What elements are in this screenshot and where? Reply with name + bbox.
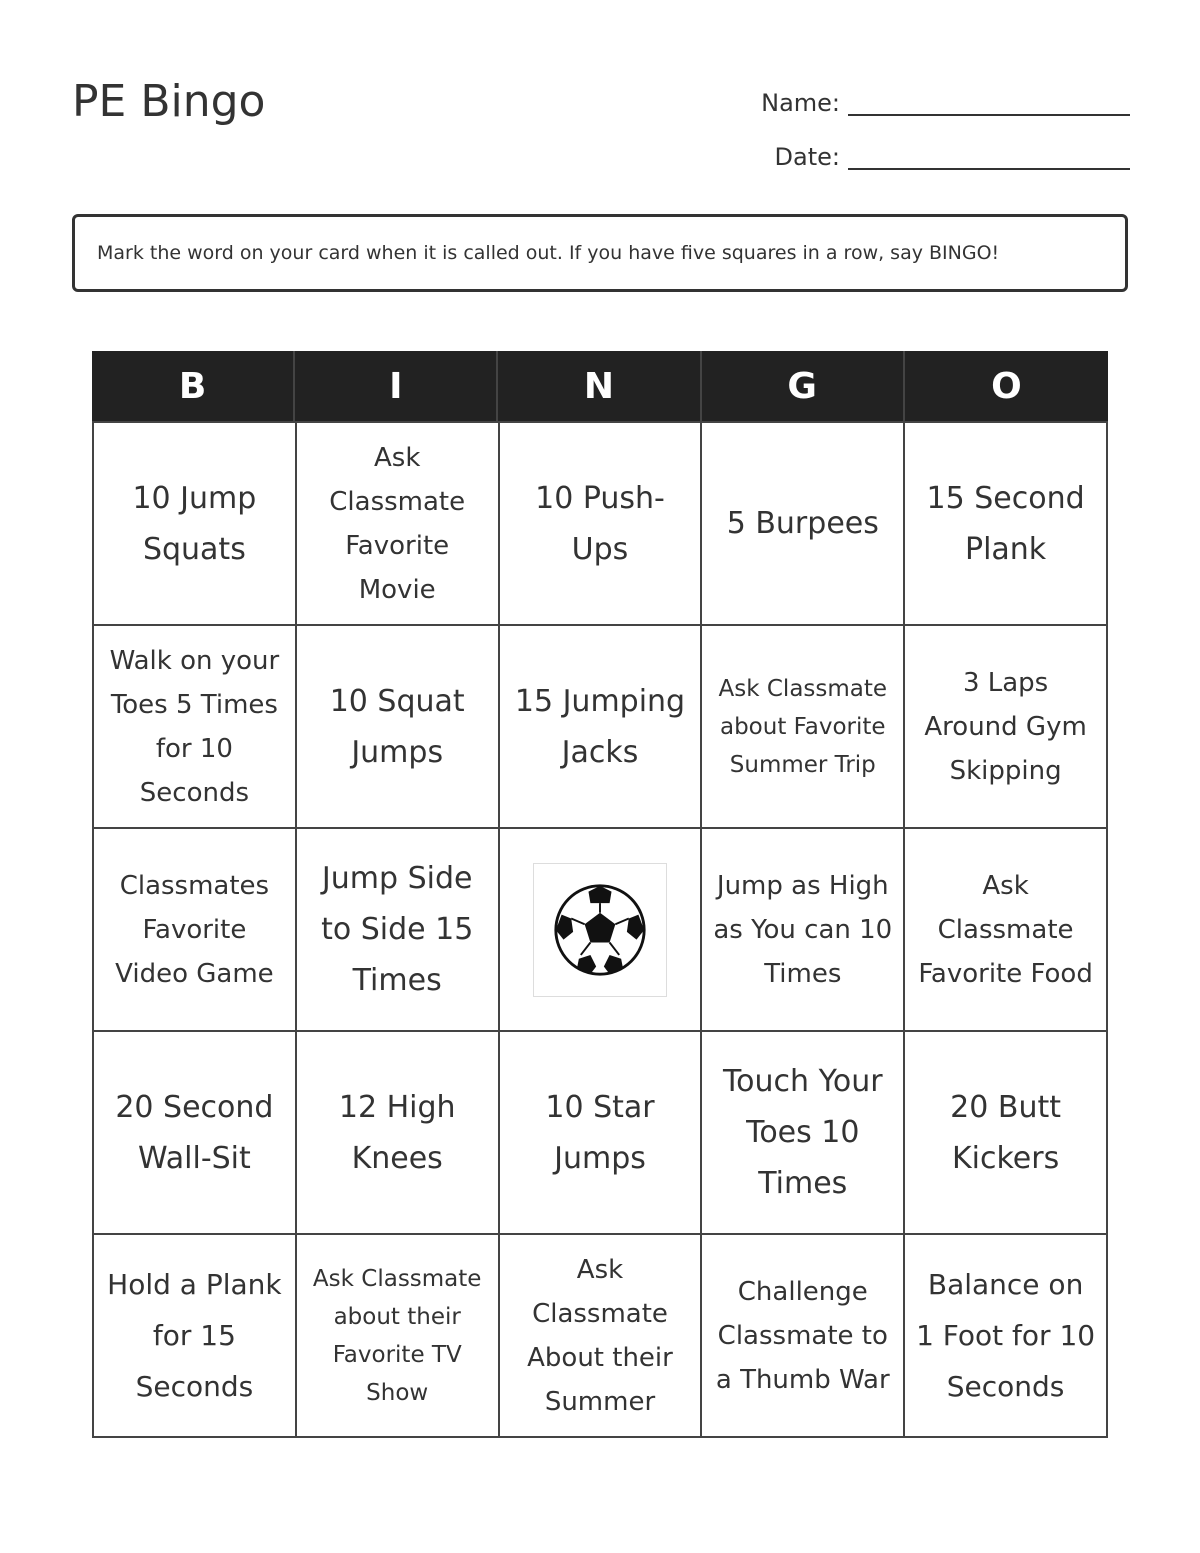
square-text: 15 Jumping Jacks	[514, 683, 686, 770]
name-field[interactable]	[700, 78, 1130, 118]
bingo-square[interactable]	[94, 1032, 297, 1235]
page-title: PE Bingo	[72, 76, 266, 127]
square-text: Balance on 1 Foot for 10 Seconds	[916, 1268, 1096, 1403]
date-line[interactable]	[848, 140, 1130, 170]
square-text: 10 Star Jumps	[545, 1089, 655, 1176]
bingo-square[interactable]	[905, 423, 1108, 626]
square-text: 3 Laps Around Gym Skipping	[924, 667, 1087, 786]
column-header-g: G	[702, 351, 905, 421]
bingo-square[interactable]	[94, 423, 297, 626]
square-text: Jump Side to Side 15 Times	[321, 861, 474, 998]
free-space-frame	[533, 863, 667, 997]
bingo-square[interactable]	[94, 829, 297, 1032]
bingo-square[interactable]	[905, 829, 1108, 1032]
bingo-square[interactable]	[702, 423, 905, 626]
square-text: Ask Classmate about their Favorite TV Show	[312, 1265, 482, 1406]
bingo-square[interactable]	[94, 1235, 297, 1438]
square-text: 20 Second Wall-Sit	[115, 1089, 274, 1176]
square-text: 10 Push-Ups	[535, 480, 665, 567]
bingo-square[interactable]	[297, 626, 500, 829]
square-text: 5 Burpees	[726, 506, 879, 541]
square-text: Touch Your Toes 10 Times	[722, 1064, 883, 1201]
square-text: 10 Squat Jumps	[329, 683, 465, 770]
bingo-square[interactable]	[905, 1032, 1108, 1235]
bingo-square[interactable]	[702, 1235, 905, 1438]
column-header-i: I	[295, 351, 498, 421]
bingo-square[interactable]	[500, 626, 703, 829]
bingo-header-row	[92, 351, 1108, 421]
square-text: 10 Jump Squats	[132, 480, 257, 567]
square-text: 20 Butt Kickers	[950, 1089, 1062, 1176]
square-text: Challenge Classmate to a Thumb War	[715, 1276, 890, 1395]
column-header-b: B	[92, 351, 295, 421]
square-text: 15 Second Plank	[926, 480, 1085, 567]
bingo-square[interactable]	[297, 829, 500, 1032]
bingo-square[interactable]	[500, 1032, 703, 1235]
name-line[interactable]	[848, 86, 1130, 116]
square-text: Ask Classmate Favorite Movie	[329, 442, 466, 605]
bingo-square[interactable]	[500, 1235, 703, 1438]
bingo-square[interactable]	[905, 1235, 1108, 1438]
square-text: Ask Classmate about Favorite Summer Trip	[718, 675, 888, 778]
column-header-o: O	[991, 365, 1022, 407]
bingo-square[interactable]	[94, 626, 297, 829]
square-text: Classmates Favorite Video Game	[115, 870, 274, 989]
bingo-card	[92, 351, 1108, 1438]
square-text: Hold a Plank for 15 Seconds	[107, 1268, 282, 1403]
instructions-box	[72, 214, 1128, 292]
bingo-square[interactable]	[297, 1235, 500, 1438]
square-text: Ask Classmate Favorite Food	[918, 870, 1093, 989]
square-text: Ask Classmate About their Summer	[527, 1254, 673, 1417]
soccer-ball-icon	[552, 882, 648, 978]
square-text: Walk on your Toes 5 Times for 10 Seconds	[109, 645, 280, 808]
square-text: Jump as High as You can 10 Times	[713, 870, 893, 989]
column-header-n: N	[498, 351, 701, 421]
bingo-square[interactable]	[905, 626, 1108, 829]
bingo-square[interactable]	[500, 423, 703, 626]
square-text: 12 High Knees	[338, 1089, 456, 1176]
bingo-square[interactable]	[702, 829, 905, 1032]
bingo-square[interactable]	[702, 1032, 905, 1235]
free-space[interactable]	[500, 829, 703, 1032]
bingo-square[interactable]	[297, 1032, 500, 1235]
bingo-square[interactable]	[297, 423, 500, 626]
date-label: Date:	[774, 143, 840, 171]
bingo-grid	[92, 421, 1108, 1438]
name-label: Name:	[761, 89, 840, 117]
instructions-text: Mark the word on your card when it is called out. If you have five squares in a row, say BINGO!	[97, 242, 1000, 264]
bingo-square[interactable]	[702, 626, 905, 829]
date-field[interactable]	[700, 132, 1130, 172]
